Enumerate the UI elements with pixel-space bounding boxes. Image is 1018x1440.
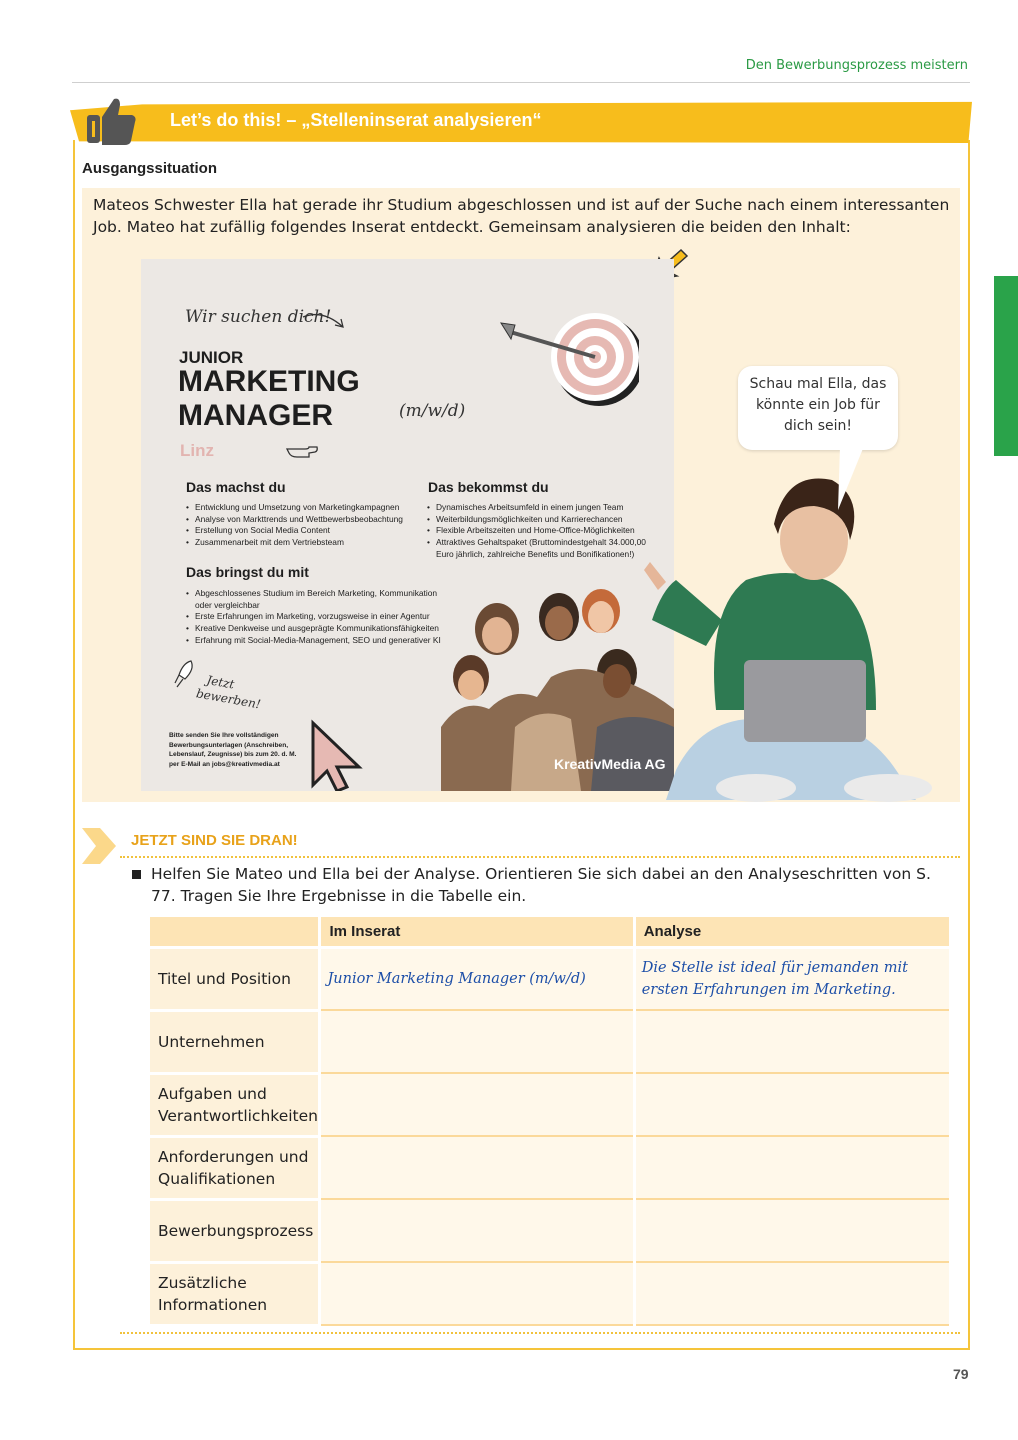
page-number: 79 <box>953 1366 969 1382</box>
ad-tasks-list <box>186 502 421 549</box>
table-header-row <box>150 917 951 947</box>
table-row <box>150 1199 951 1262</box>
inserat-cell[interactable] <box>320 1262 634 1325</box>
ad-gender: (m/w/d) <box>399 401 466 421</box>
analyse-cell[interactable] <box>634 1010 950 1073</box>
inserat-answer: Junior Marketing Manager (m/w/d) <box>327 970 586 987</box>
table-header-analyse: Analyse <box>634 917 950 947</box>
ad-section-offer: Das bekommst du <box>428 479 549 495</box>
list-item: • Dynamisches Arbeitsumfeld in einem jungen Team <box>427 502 659 514</box>
ad-tagline: Wir suchen dich! <box>185 307 332 327</box>
row-label: Anforderungen und Qualifikationen <box>150 1136 320 1199</box>
intro-text: Mateos Schwester Ella hat gerade ihr Studium abgeschlossen und ist auf der Suche nach einem interessanten Job. Mateo hat zufällig folgendes Inserat entdeckt. Gemeinsam analysieren die beiden den Inhalt: <box>93 196 950 236</box>
inserat-cell[interactable] <box>320 1073 634 1136</box>
arrow-icon <box>301 307 347 333</box>
analyse-cell[interactable] <box>634 1199 950 1262</box>
task-title: JETZT SIND SIE DRAN! <box>131 832 298 849</box>
cursor-icon <box>307 719 369 791</box>
mateo-illustration <box>636 470 936 812</box>
pointing-hand-icon <box>285 441 319 461</box>
ad-level: JUNIOR <box>179 348 244 367</box>
table-row <box>150 947 951 1010</box>
ad-job-title <box>178 365 360 433</box>
inserat-cell[interactable] <box>320 1199 634 1262</box>
task-bullet <box>132 870 141 879</box>
analysis-table <box>150 917 952 1327</box>
analyse-answer: Die Stelle ist ideal für jemanden mit ersten Erfahrungen im Marketing. <box>641 959 908 998</box>
ad-apply-line-1: Jetzt <box>205 672 236 692</box>
thumbs-up-icon <box>84 93 138 147</box>
section-label: Ausgangssituation <box>82 160 218 177</box>
speech-bubble-tail <box>834 446 870 512</box>
ad-apply-line-2: bewerben! <box>195 686 262 712</box>
table-row <box>150 1262 951 1325</box>
chevron-right-icon <box>82 828 116 864</box>
ad-requirements-list <box>186 588 448 647</box>
header-rule <box>72 82 970 83</box>
speech-bubble-text: Schau mal Ella, das könnte ein Job für dich sein! <box>749 376 887 434</box>
ad-title-line-2: MANAGER <box>178 399 333 432</box>
list-item: • Analyse von Markttrends und Wettbewerbsbeobachtung <box>186 514 421 526</box>
row-label: Aufgaben und Verantwortlichkeiten <box>150 1073 320 1136</box>
task-divider <box>120 856 960 858</box>
target-icon <box>497 311 639 411</box>
row-label: Bewerbungsprozess <box>150 1199 320 1262</box>
job-advertisement <box>141 259 674 791</box>
ad-title-line-1: MARKETING <box>178 365 360 398</box>
ad-section-requirements: Das bringst du mit <box>186 564 309 580</box>
row-label: Unternehmen <box>150 1010 320 1073</box>
ad-company-name: KreativMedia AG <box>554 756 666 772</box>
list-item: • Attraktives Gehaltspaket (Bruttomindestgehalt 34.000,00 Euro jährlich, zahlreiche Benefits und Bonifikationen!) <box>427 537 659 560</box>
table-header-inserat: Im Inserat <box>320 917 634 947</box>
list-item: • Kreative Denkweise und ausgeprägte Kommunikationsfähigkeiten <box>186 623 448 635</box>
list-item: • Erstellung von Social Media Content <box>186 525 421 537</box>
table-row <box>150 1136 951 1199</box>
rocket-icon <box>171 659 197 689</box>
list-item: • Weiterbildungsmöglichkeiten und Karrierechancen <box>427 514 659 526</box>
table-header-label <box>150 917 320 947</box>
analyse-cell[interactable] <box>634 1136 950 1199</box>
analyse-cell[interactable] <box>634 1262 950 1325</box>
list-item: • Abgeschlossenes Studium im Bereich Marketing, Kommunikation oder vergleichbar <box>186 588 448 611</box>
ad-contact: Bitte senden Sie Ihre vollständigen Bewerbungsunterlagen (Anschreiben, Lebenslauf, Zeugnisse) bis zum 20. d. M. per E-Mail an jobs@kreativmedia.at <box>169 732 297 768</box>
table-row <box>150 1010 951 1073</box>
inserat-cell[interactable] <box>320 1010 634 1073</box>
ad-location: Linz <box>180 441 214 460</box>
list-item: • Flexible Arbeitszeiten und Home-Office-Möglichkeiten <box>427 525 659 537</box>
inserat-cell[interactable] <box>320 1136 634 1199</box>
ad-offers-list <box>427 502 659 561</box>
running-head: Den Bewerbungsprozess meistern <box>745 58 968 73</box>
inserat-cell[interactable] <box>320 947 634 1010</box>
table-row <box>150 1073 951 1136</box>
exercise-title: Let’s do this! – „Stelleninserat analysieren“ <box>170 110 542 130</box>
list-item: • Erfahrung mit Social-Media-Management, SEO und generativer KI <box>186 635 448 647</box>
row-label: Titel und Position <box>150 947 320 1010</box>
analyse-cell[interactable] <box>634 1073 950 1136</box>
ad-section-tasks: Das machst du <box>186 479 286 495</box>
chapter-tab <box>994 276 1018 456</box>
list-item: • Entwicklung und Umsetzung von Marketingkampagnen <box>186 502 421 514</box>
analyse-cell[interactable] <box>634 947 950 1010</box>
ad-apply-call <box>195 672 264 713</box>
task-instruction: Helfen Sie Mateo und Ella bei der Analyse. Orientieren Sie sich dabei an den Analyseschritten von S. 77. Tragen Sie Ihre Ergebnisse in die Tabelle ein. <box>151 865 931 905</box>
bottom-divider <box>120 1332 960 1334</box>
list-item: • Zusammenarbeit mit dem Vertriebsteam <box>186 537 421 549</box>
list-item: • Erste Erfahrungen im Marketing, vorzugsweise in einer Agentur <box>186 611 448 623</box>
row-label: Zusätzliche Informationen <box>150 1262 320 1325</box>
